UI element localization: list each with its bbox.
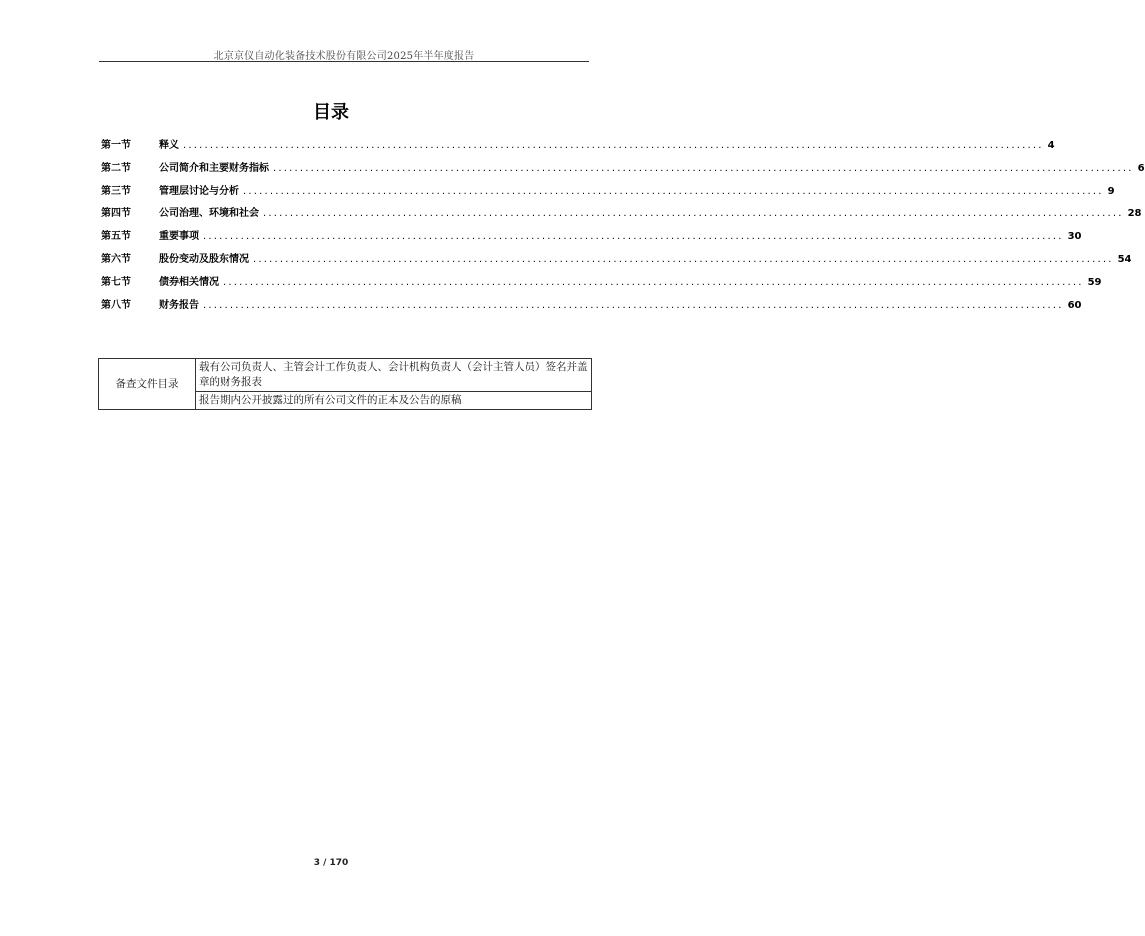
toc-section-title: 管理层讨论与分析 [159,185,239,197]
report-header-title: 北京京仪自动化装备技术股份有限公司2025年半年度报告 [213,51,475,62]
header-divider [99,61,589,62]
toc-section-title: 释义 [159,140,179,151]
toc-page-number: 28 [1127,208,1142,220]
toc-leader-dots: ................................................................................................................................................................ [183,140,1044,151]
toc-leader-dots: ................................................................................................................................................................ [263,208,1124,220]
toc-leader-dots: ................................................................................................................................................................ [253,253,1114,265]
toc-leader-dots: ................................................................................................................................................................ [203,231,1064,243]
toc-section-number: 第七节 [101,276,131,288]
toc-section-title: 公司简介和主要财务指标 [159,162,269,174]
toc-page-number: 54 [1117,253,1132,265]
toc-section-number: 第三节 [101,185,131,197]
table-row [99,359,592,392]
toc-entry[interactable] [101,273,1102,296]
toc-section-title: 重要事项 [159,231,199,243]
reference-document-item: 报告期内公开披露过的所有公司文件的正本及公告的原稿 [196,392,592,410]
reference-documents-label: 备查文件目录 [99,359,196,410]
toc-page-number: 60 [1067,299,1082,311]
toc-entry[interactable] [101,136,1055,159]
toc-section-number: 第一节 [101,140,131,151]
toc-leader-dots: ................................................................................................................................................................ [203,299,1064,311]
toc-page-number: 59 [1087,276,1102,288]
toc-section-number: 第八节 [101,299,131,311]
toc-entry[interactable] [101,159,1145,182]
reference-documents-table [98,358,592,410]
table-of-contents [101,136,1145,318]
toc-section-title: 股份变动及股东情况 [159,253,249,265]
toc-section-number: 第五节 [101,231,131,243]
reference-document-item: 载有公司负责人、主管会计工作负责人、会计机构负责人（会计主管人员）签名并盖章的财务报表 [196,359,592,392]
toc-entry[interactable] [101,182,1115,205]
toc-leader-dots: ................................................................................................................................................................ [243,185,1104,197]
toc-section-title: 债券相关情况 [159,276,219,288]
page-number-footer: 3 / 170 [313,858,349,868]
toc-page-number: 9 [1107,185,1115,197]
toc-entry[interactable] [101,296,1082,319]
toc-leader-dots: ................................................................................................................................................................ [273,162,1134,174]
toc-page-number: 6 [1137,162,1145,174]
toc-page-number: 30 [1067,231,1082,243]
toc-section-number: 第六节 [101,253,131,265]
toc-entry[interactable] [101,250,1132,273]
toc-section-title: 公司治理、环境和社会 [159,208,259,220]
toc-section-title: 财务报告 [159,299,199,311]
toc-page-number: 4 [1047,140,1055,151]
toc-title: 目录 [313,102,349,123]
toc-entry[interactable] [101,227,1082,250]
toc-entry[interactable] [101,204,1142,227]
toc-section-number: 第四节 [101,208,131,220]
toc-leader-dots: ................................................................................................................................................................ [223,276,1084,288]
toc-section-number: 第二节 [101,162,131,174]
